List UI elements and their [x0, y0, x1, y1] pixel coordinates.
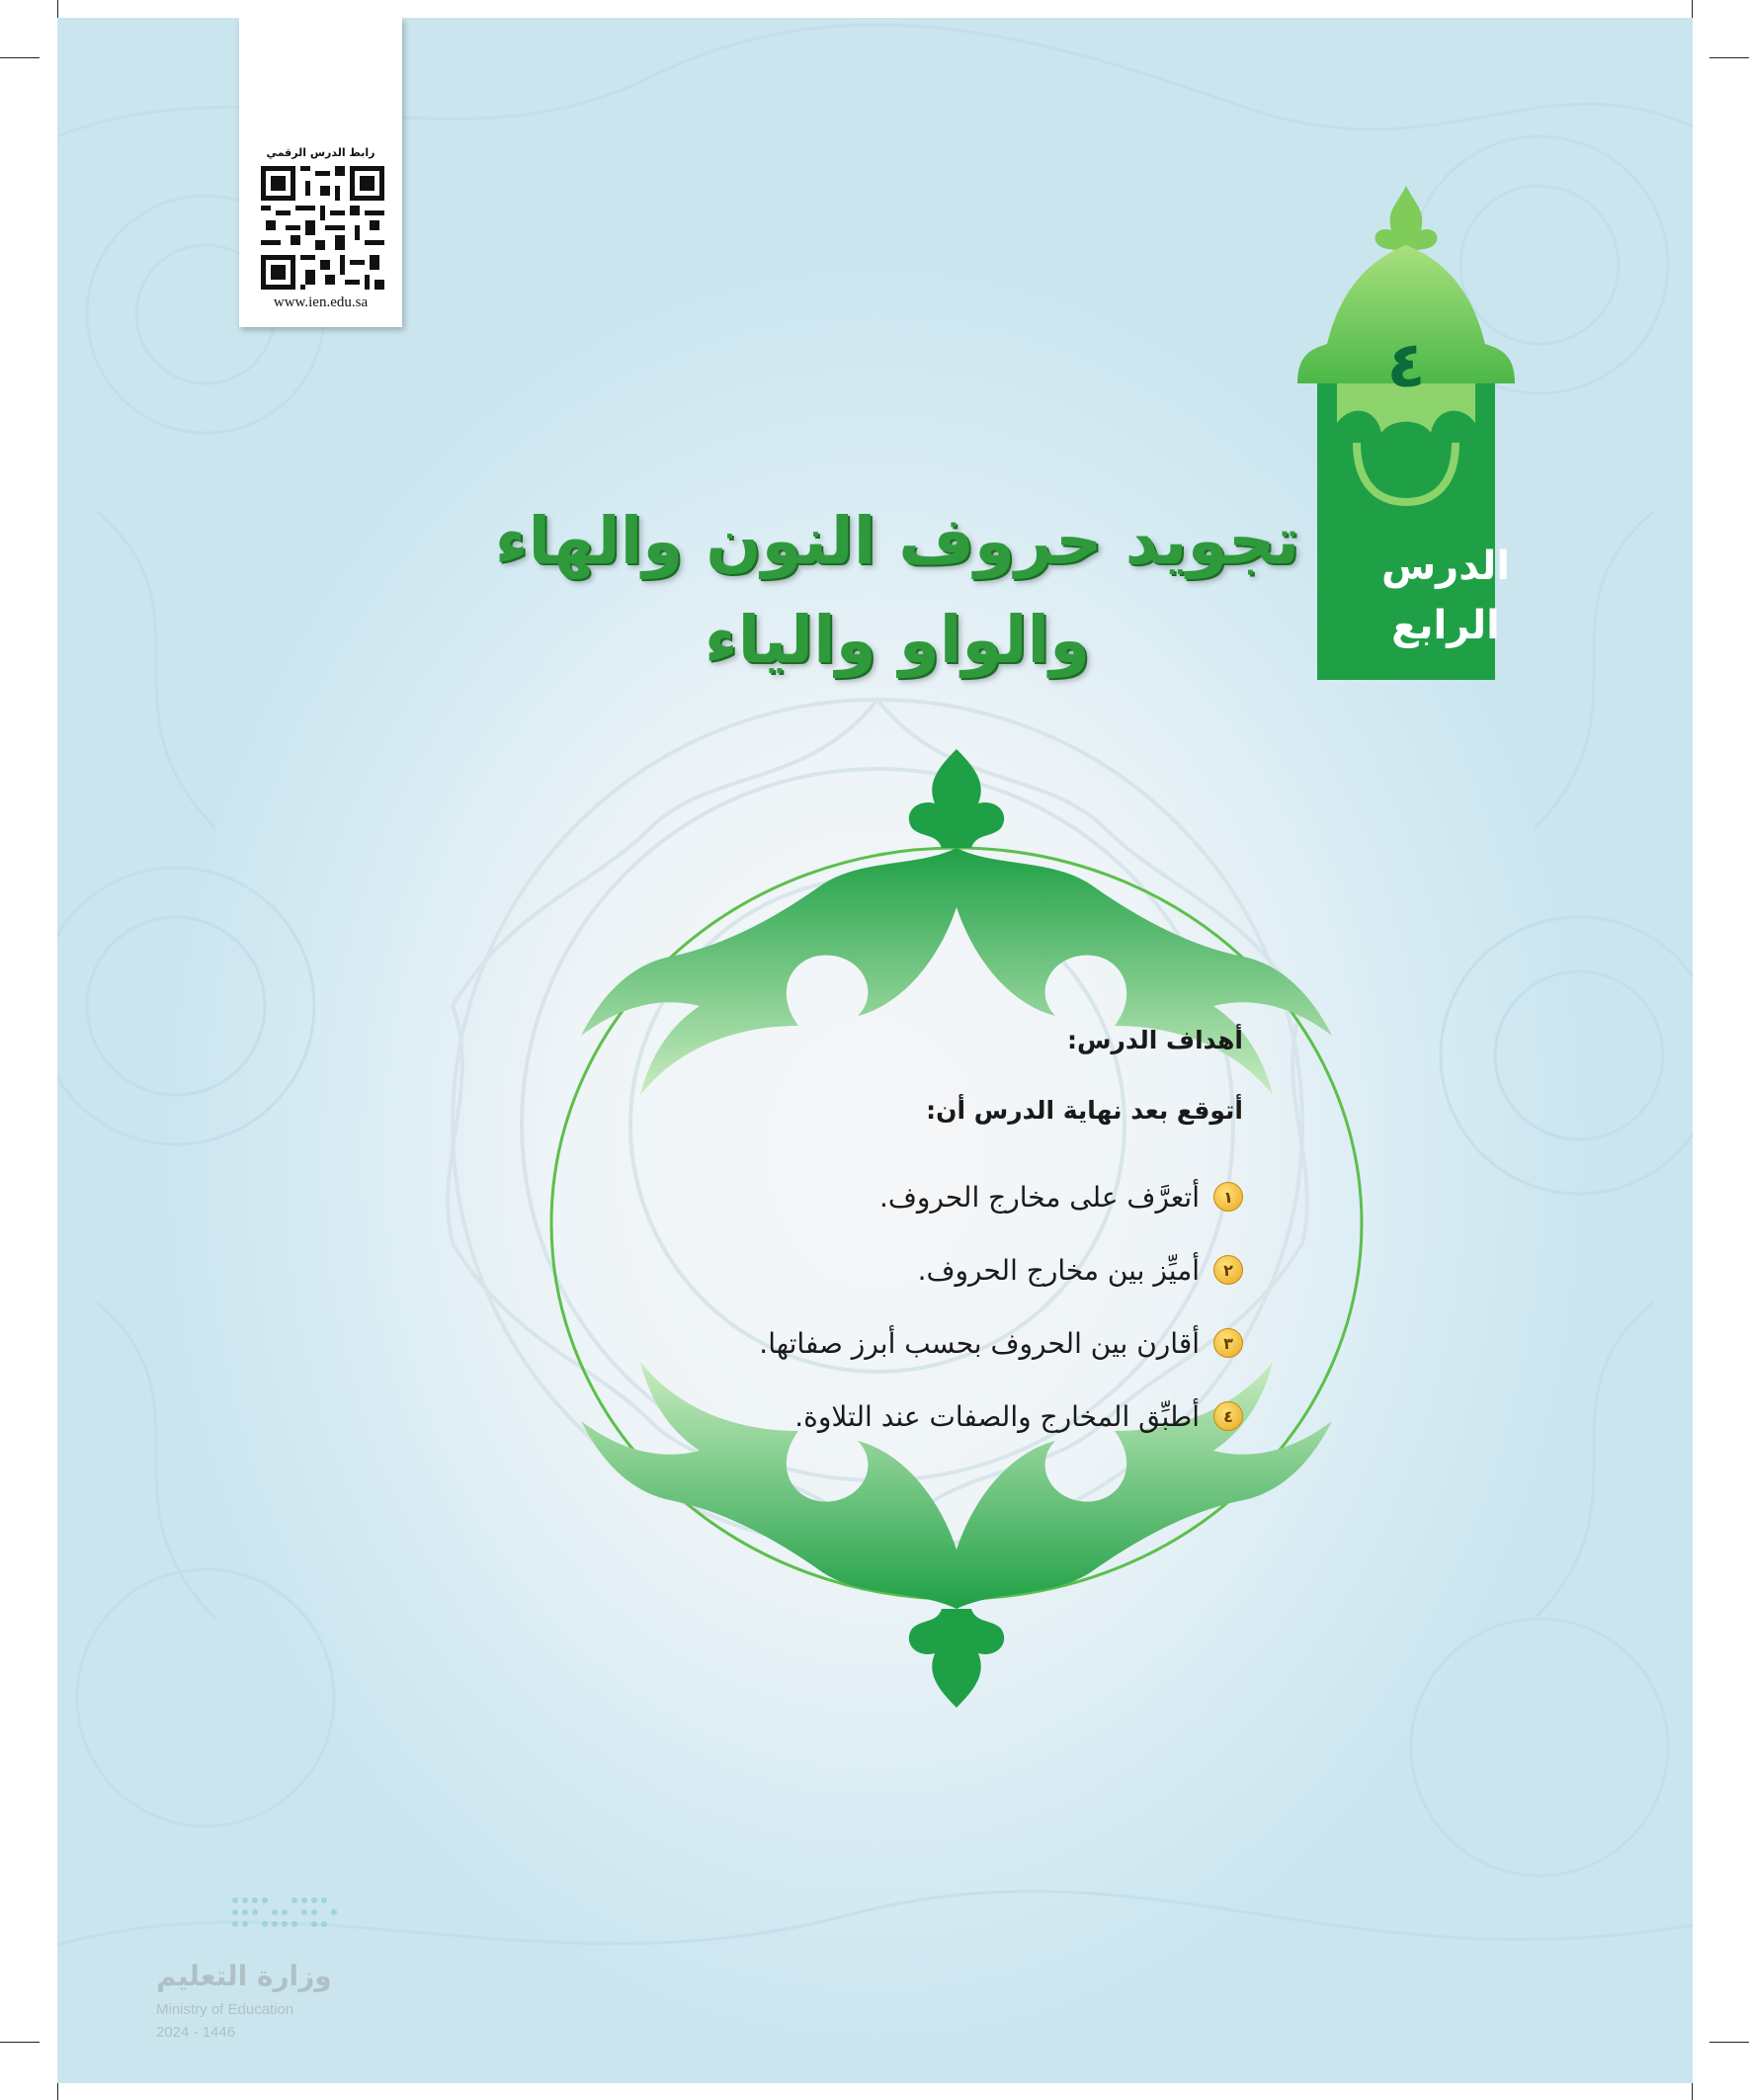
lesson-objectives	[611, 1026, 1243, 1453]
ministry-year: 2024 - 1446	[156, 2024, 236, 2041]
lesson-label-line1: الدرس	[1380, 544, 1511, 589]
qr-code-card[interactable]	[239, 18, 402, 327]
lesson-number: ٤	[1386, 329, 1426, 402]
objective-number-badge: ٣	[1213, 1328, 1243, 1358]
lesson-title	[433, 492, 1362, 690]
crop-mark	[1709, 57, 1749, 58]
objective-item	[611, 1306, 1243, 1380]
qr-card-url[interactable]: www.ien.edu.sa	[273, 294, 369, 310]
lesson-title-line2: والواو والياء	[704, 602, 1091, 678]
ministry-name-english: Ministry of Education	[156, 2001, 294, 2018]
objectives-list	[611, 1160, 1243, 1453]
lesson-title-line1: تجويد حروف النون والهاء	[494, 503, 1300, 579]
objective-text: أتعرَّف على مخارج الحروف.	[878, 1180, 1200, 1214]
ministry-name-arabic: وزارة التعليم	[156, 1960, 332, 1992]
ministry-of-education-logo	[156, 1890, 344, 2058]
objective-text: أقارن بين الحروف بحسب أبرز صفاتها.	[759, 1326, 1200, 1360]
crop-mark	[0, 57, 40, 58]
crop-mark	[1692, 2083, 1693, 2100]
objective-item	[611, 1233, 1243, 1306]
crop-mark	[1692, 0, 1693, 18]
objectives-intro: أتوقع بعد نهاية الدرس أن:	[926, 1096, 1243, 1125]
crop-mark	[57, 2083, 58, 2100]
crop-mark	[57, 0, 58, 18]
crop-mark	[0, 2042, 40, 2043]
objective-number-badge: ١	[1213, 1182, 1243, 1212]
ministry-logo-dots-icon	[225, 1890, 344, 1940]
objective-text: أميِّز بين مخارج الحروف.	[917, 1253, 1200, 1287]
lesson-label-line2: الرابع	[1391, 603, 1500, 648]
qr-card-title: رابط الدرس الرقمي	[266, 146, 375, 159]
objectives-heading: أهداف الدرس:	[1067, 1026, 1243, 1054]
qr-code-icon[interactable]	[261, 166, 384, 290]
objective-number-badge: ٢	[1213, 1255, 1243, 1285]
objective-item	[611, 1160, 1243, 1233]
crop-mark	[1709, 2042, 1749, 2043]
objective-item	[611, 1380, 1243, 1453]
lesson-number-label	[1367, 537, 1525, 655]
objective-number-badge: ٤	[1213, 1401, 1243, 1431]
page	[57, 18, 1693, 2083]
objective-text: أطبِّق المخارج والصفات عند التلاوة.	[794, 1399, 1200, 1433]
